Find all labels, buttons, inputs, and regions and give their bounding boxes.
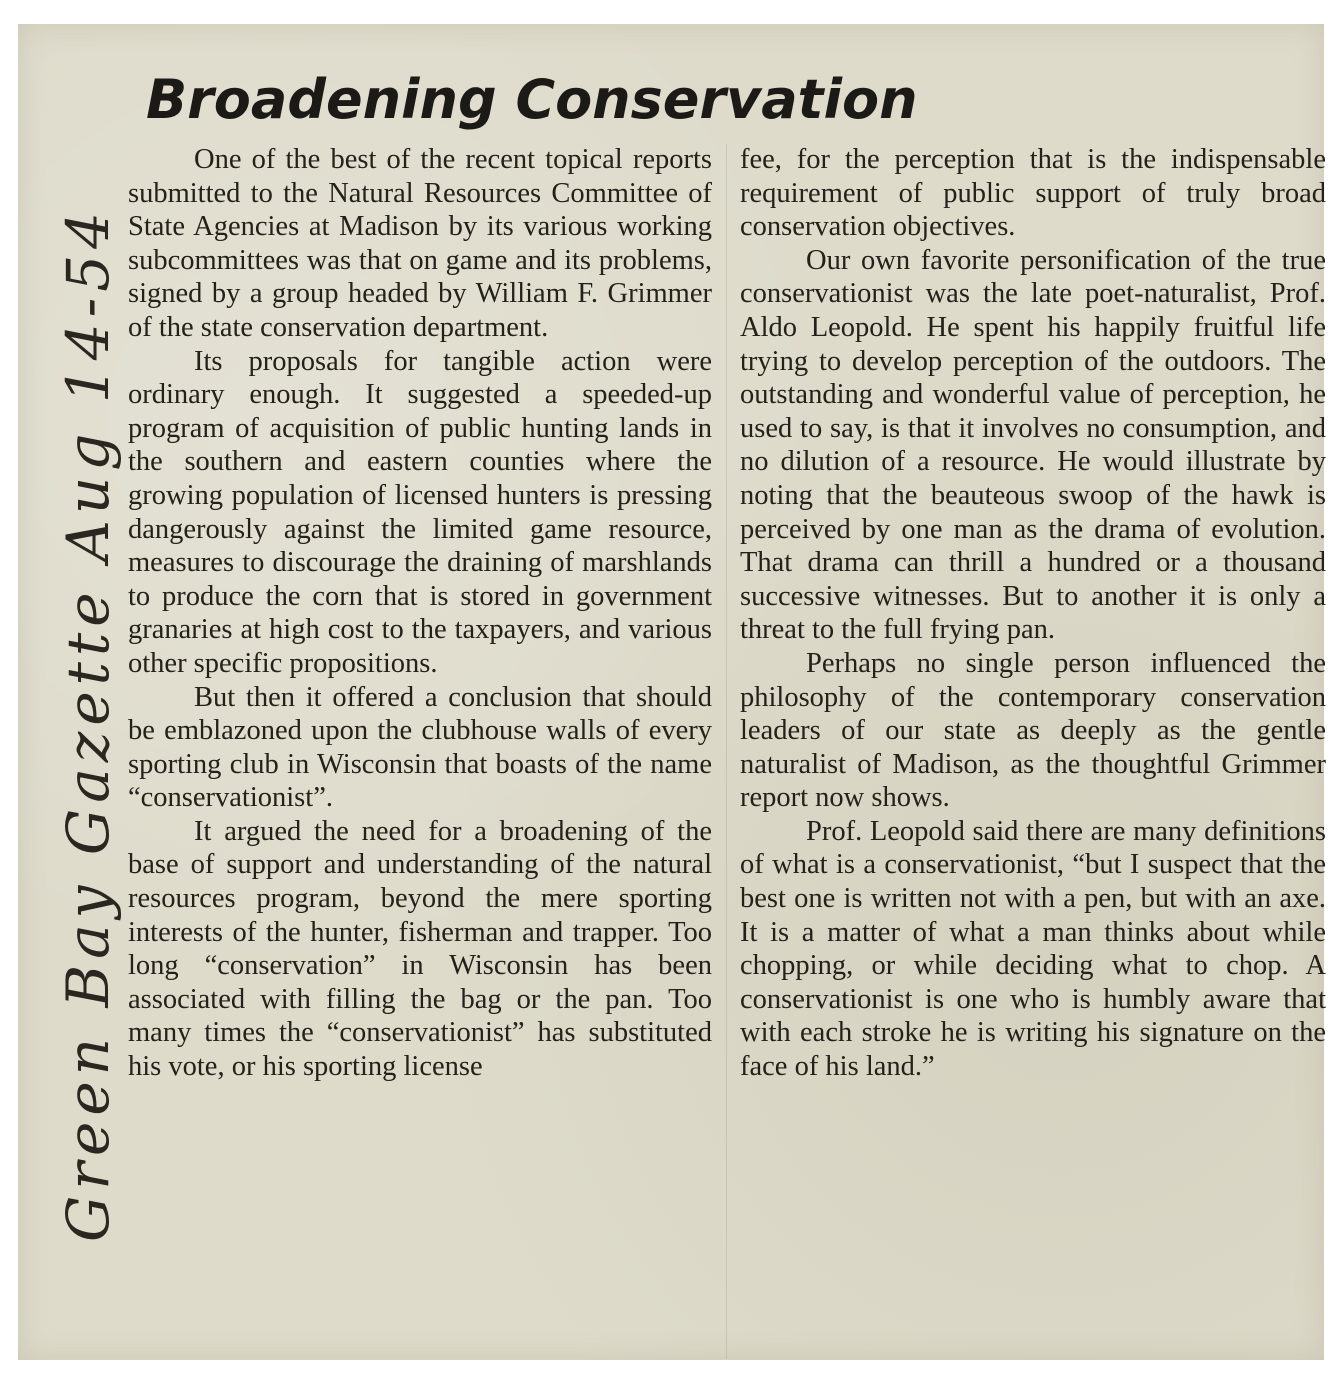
paragraph: Perhaps no single person influenced the philosophy of the contemporary conservation leaders of our state as deeply as the gentle naturalist of Madison, as the thoughtful Grimmer report now shows. [740,647,1326,814]
paragraph: One of the best of the recent topical reports submitted to the Natural Resources Committee of State Agencies at Madison by its various working subcommittees was that on game and its problems, signed by a group headed by William F. Grimmer of the state conservation department. [128,144,712,343]
paragraph: It argued the need for a broadening of the base of support and understanding of the natural resources program, beyond the mere sporting interests of the hunter, fisherman and trapper. Too long “conservation” in Wisconsin has been associated with filling the bag or the pan. Too many times the “conservationist” has substituted his vote, or his sporting license [128,815,712,1083]
paragraph-continued: fee, for the perception that is the indispensable requirement of public support of truly broad conservation objectives. [740,144,1326,243]
column-divider [726,144,727,1359]
paragraph: Prof. Leopold said there are many definitions of what is a conservationist, “but I suspect that the best one is written not with a pen, but with an axe. It is a matter of what a man thinks about while chopping, or while deciding what to chop. A conservationist is one who is humbly aware that with each stroke he is writing his signature on the face of his land.” [740,815,1326,1083]
newspaper-clipping [18,24,1324,1360]
article-headline: Broadening Conservation [146,68,918,131]
handwritten-source-date: Green Bay Gazette Aug 14-54 [54,205,122,1243]
paragraph: Its proposals for tangible action were ordinary enough. It suggested a speeded-up program of acquisition of public hunting lands in the southern and eastern counties where the growing population of licensed hunters is pressing dangerously against the limited game resource, measures to discourage the draining of marshlands to produce the corn that is stored in government granaries at high cost to the taxpayers, and various other specific propositions. [128,345,712,679]
paragraph: Our own favorite personification of the true conservationist was the late poet-naturalist, Prof. Aldo Leopold. He spent his happily fruitful life trying to develop perception of the outdoors. The outstanding and wonderful value of perception, he used to say, is that it involves no consumption, and no dilution of a resource. He would illustrate by noting that the beauteous swoop of the hawk is perceived by one man as the drama of evolution. That drama can thrill a hundred or a thousand successive witnesses. But to another it is only a threat to the full frying pan. [740,244,1326,646]
article-column-left [128,143,712,1084]
paragraph: But then it offered a conclusion that should be emblazoned upon the clubhouse walls of every sporting club in Wisconsin that boasts of the name “conservationist”. [128,681,712,814]
article-column-right [740,143,1326,1084]
